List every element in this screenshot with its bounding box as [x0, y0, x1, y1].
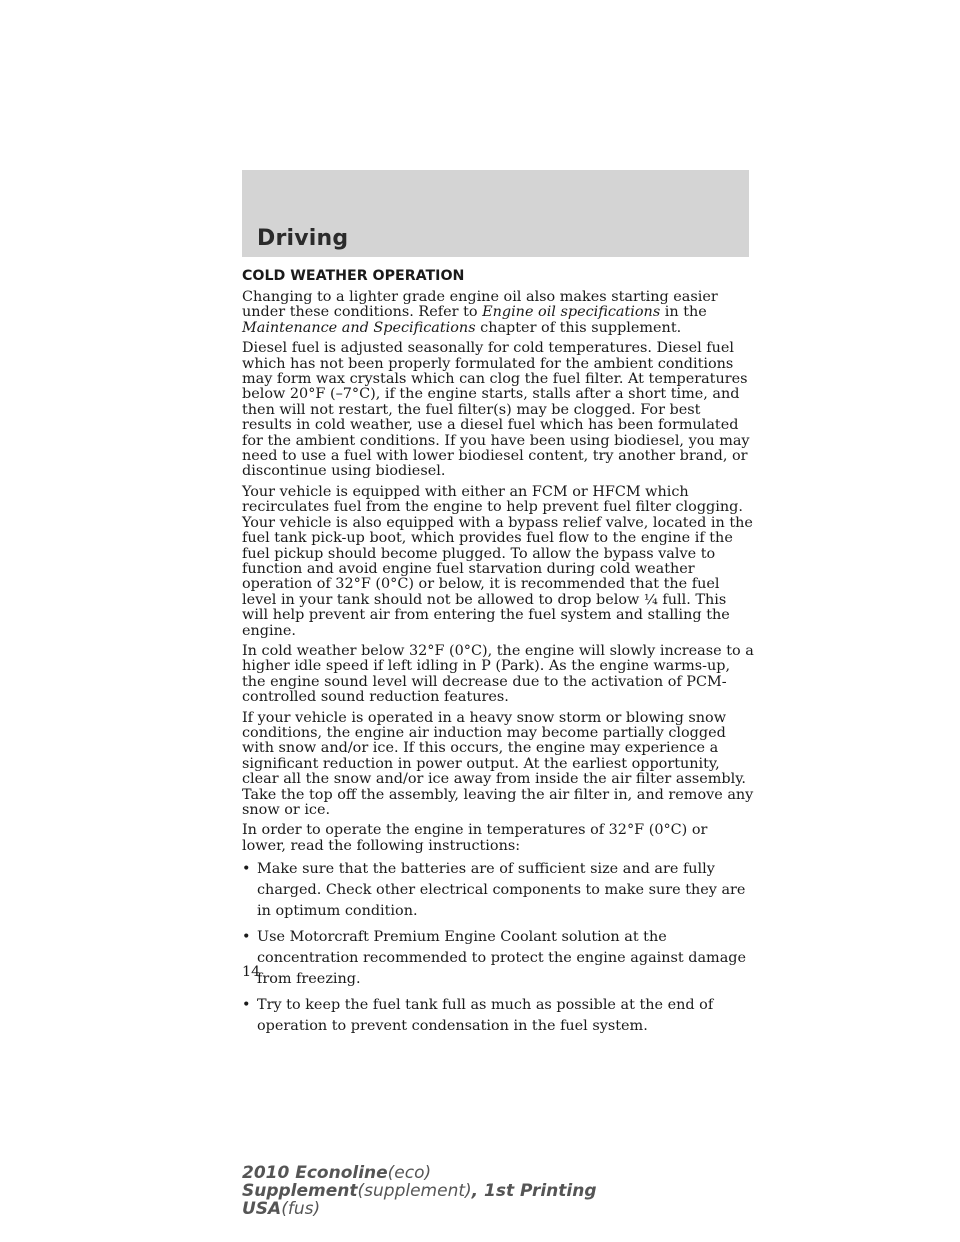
paragraph-snow-induction: If your vehicle is operated in a heavy snow storm or blowing snow conditions, the engine air induction may become partially clogged with snow and/or ice. If this occurs, the engine may experience a significant reduction in power output. At the earliest opportunity, clear all the snow and/or ice away from inside the air filter assembly. Take the top off the assembly, leaving the air filter in, and remove any snow or ice. [242, 709, 754, 818]
chapter-title: Driving [257, 226, 349, 251]
paragraph-idle-speed: In cold weather below 32°F (0°C), the engine will slowly increase to a higher idle speed if left idling in P (Park). As the engine warms-up, the engine sound level will decrease due to the activation of PCM-controlled sound reduction features. [242, 642, 754, 706]
list-item [242, 995, 754, 1037]
paragraph-fuel-recirculation: Your vehicle is equipped with either an FCM or HFCM which recirculates fuel from the engine to help prevent fuel filter clogging. Your vehicle is also equipped with a bypass relief valve, located in the fuel tank pick-up boot, which provides fuel flow to the engine if the fuel pickup should become plugged. To allow the bypass valve to function and avoid engine fuel starvation during cold weather operation of 32°F (0°C) or below, it is recommended that the fuel level in your tank should not be allowed to drop below ¼ full. This will help prevent air from entering the fuel system and stalling the engine. [242, 483, 753, 639]
bullet-icon: • [242, 997, 251, 1014]
paragraph-oil [242, 290, 754, 336]
list-item [242, 927, 754, 990]
list-item-text: Try to keep the fuel tank full as much as possible at the end of operation to prevent condensation in the fuel system. [257, 997, 714, 1035]
list-item [242, 859, 754, 922]
section-heading: COLD WEATHER OPERATION [242, 268, 465, 284]
engine-oil-spec-reference: Engine oil specifications [482, 304, 661, 321]
bullet-icon: • [242, 861, 251, 878]
paragraph-oil-text-c: chapter of this supplement. [475, 319, 682, 336]
maintenance-chapter-reference: Maintenance and Specifications [242, 319, 476, 336]
chapter-header-band [242, 170, 749, 257]
list-item-text: Use Motorcraft Premium Engine Coolant solution at the concentration recommended to protect the engine against damage from freezing. [257, 929, 747, 988]
footer-line-3: USA(fus) [242, 1199, 321, 1219]
list-item-text: Make sure that the batteries are of sufficient size and are fully charged. Check other electrical components to make sure they are in optimum condition. [257, 861, 746, 920]
paragraph-oil-text-a: Changing to a lighter grade engine oil also makes starting easier under these conditions. Refer to [242, 289, 718, 321]
page-number: 14 [242, 964, 261, 980]
document-footer [242, 1164, 596, 1218]
instructions-list [242, 859, 754, 1037]
page-content [242, 268, 754, 1042]
footer-line-1: 2010 Econoline(eco) [242, 1163, 432, 1183]
paragraph-instructions-intro: In order to operate the engine in temperatures of 32°F (0°C) or lower, read the following instructions: [242, 822, 708, 854]
paragraph-oil-text-b: in the [660, 304, 707, 321]
footer-line-2: Supplement(supplement), 1st Printing [242, 1181, 597, 1201]
paragraph-diesel-fuel: Diesel fuel is adjusted seasonally for cold temperatures. Diesel fuel which has not been properly formulated for the ambient conditions may form wax crystals which can clog the fuel filter. At temperatures below 20°F (–7°C), if the engine starts, stalls after a short time, and then will not restart, the fuel filter(s) may be clogged. For best results in cold weather, use a diesel fuel which has been formulated for the ambient conditions. If you have been using biodiesel, you may need to use a fuel with lower biodiesel content, try another brand, or discontinue using biodiesel. [242, 340, 750, 480]
bullet-icon: • [242, 929, 251, 946]
